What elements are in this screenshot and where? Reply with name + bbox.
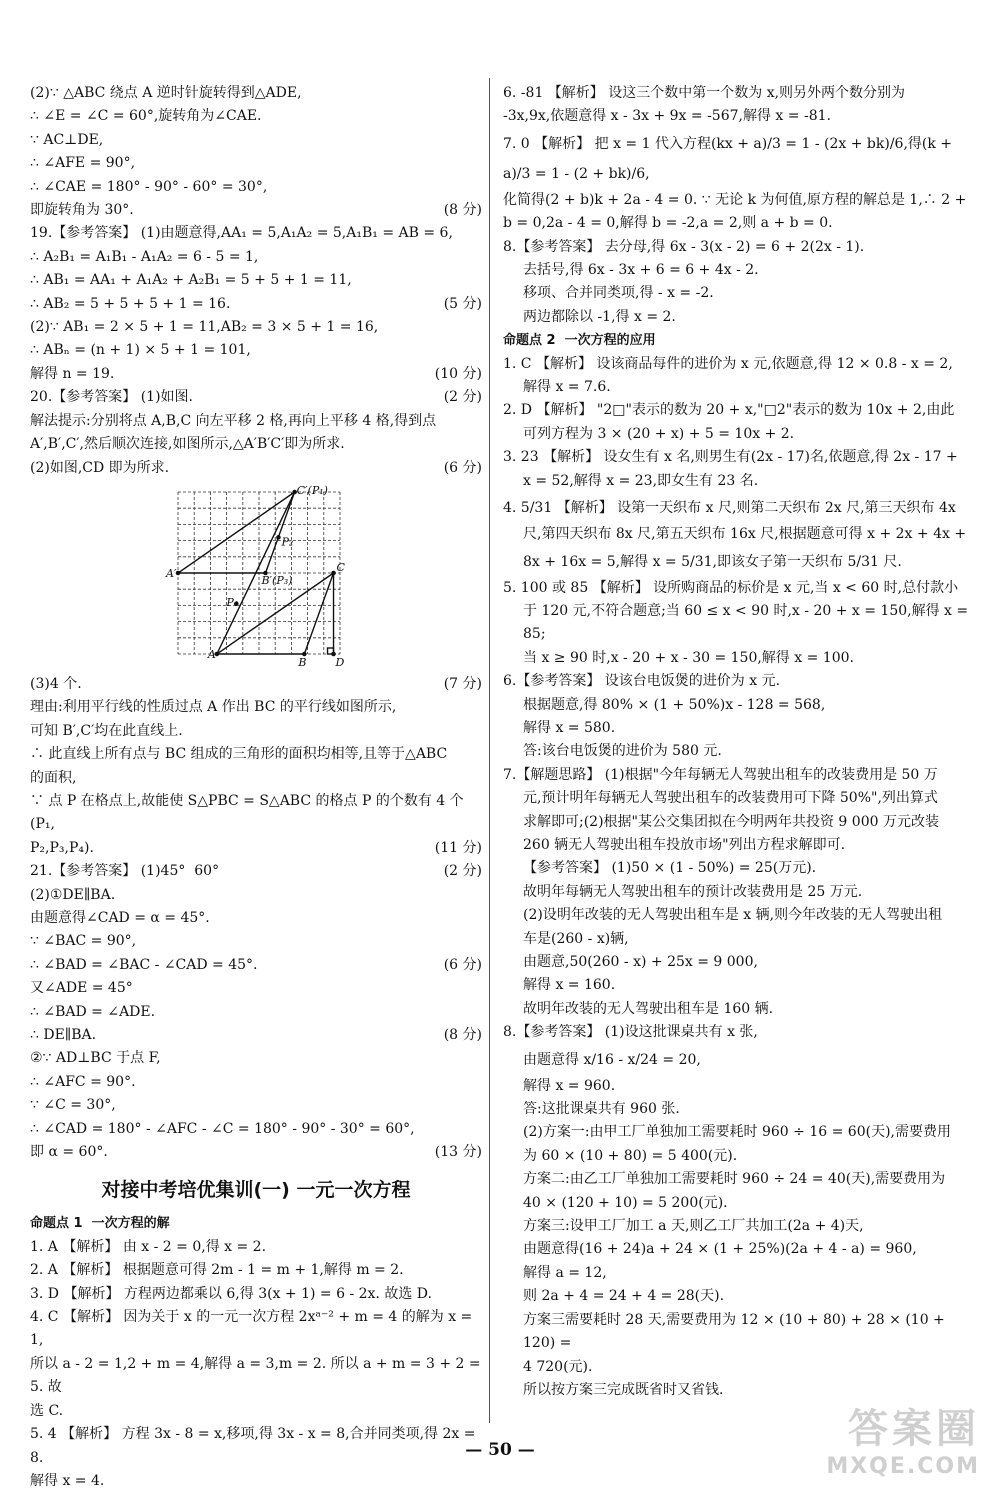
line-text: ∴ ∠AFE = 90°,	[30, 155, 136, 172]
line-text: 解得 x = 160.	[523, 977, 616, 994]
answers-part-2	[30, 673, 482, 1165]
line-text: ∵ ∠BAC = 90°,	[30, 933, 137, 950]
line-text: ∴ ∠BAD = ∠ADE.	[30, 1003, 156, 1020]
line-text: (2)如图,CD 即为所求.	[30, 459, 170, 476]
text-line	[503, 446, 973, 469]
line-text: 解得 x = 960.	[523, 1077, 616, 1094]
text-line	[30, 977, 482, 1000]
text-line	[30, 1306, 482, 1353]
text-line	[503, 1145, 973, 1168]
line-text: 尺,第四天织布 8x 尺,第五天织布 16x 尺,根据题意可得 x + 2x + 4x +	[523, 526, 967, 543]
grid-figure	[166, 483, 345, 669]
text-line	[503, 951, 973, 974]
text-line	[503, 1021, 973, 1044]
line-text: 2. D 【解析】 "2□"表示的数为 20 + x,"□2"表示的数为 10x + 2,由此	[503, 402, 955, 419]
text-line	[30, 199, 482, 222]
line-text: 则 2a + 4 = 24 + 4 = 28(天).	[523, 1288, 725, 1305]
score-label: (5 分)	[443, 295, 482, 312]
line-text: 4. C 【解析】 因为关于 x 的一元一次方程 2xᵃ⁻² + m = 4 的解为 x = 1,	[30, 1309, 477, 1349]
point-label-d: D	[335, 655, 345, 669]
text-line	[503, 1075, 973, 1098]
line-text: ∴ A₂B₁ = A₁B₁ - A₁A₂ = 6 - 5 = 1,	[30, 248, 259, 265]
text-line	[503, 834, 973, 857]
line-text: (2)设明年改装的无人驾驶出租车是 x 辆,则今年改装的无人驾驶出租	[523, 907, 943, 924]
line-text: 由题意,50(260 - x) + 25x = 9 000,	[523, 954, 758, 970]
line-text: 命题点 2 一次方程的应用	[503, 333, 656, 349]
text-line	[30, 82, 482, 105]
line-text: 1. C 【解析】 设该商品每件的进价为 x 元,依题意,得 12 × 0.8 - x = 2,	[503, 355, 953, 372]
text-line	[503, 212, 973, 235]
line-text: 为 60 × (10 + 80) = 5 400(元).	[523, 1147, 738, 1164]
text-line	[503, 523, 973, 546]
line-text: 7.【解题思路】 (1)根据"今年每辆无人驾驶出租车的改装费用是 50 万	[503, 766, 938, 783]
text-line	[30, 269, 482, 292]
point-label-a: A	[207, 647, 216, 661]
text-line	[30, 1141, 482, 1164]
text-line	[503, 1098, 973, 1121]
text-line	[30, 363, 482, 386]
score-label: (2 分)	[443, 863, 482, 880]
line-text: 【参考答案】 (1)50 × (1 - 50%) = 25(万元).	[523, 860, 817, 877]
line-text: 解法提示:分别将点 A,B,C 向左平移 2 格,再向上平移 4 格,得到点	[30, 412, 437, 429]
line-text: 5. 4 【解析】 方程 3x - 8 = x,移项,得 3x - x = 8,合并同类项,得 2x = 8.	[30, 1426, 480, 1466]
text-line	[503, 1045, 973, 1075]
line-text: 解得 a = 12,	[523, 1264, 607, 1281]
line-text: ∵ ∠C = 30°,	[30, 1097, 116, 1114]
line-text: 7. 0 【解析】 把 x = 1 代入方程(kx + a)/3 = 1 - (2x + bk)/6,得(k + a)/3 = 1 - (2 + bk)/6,	[503, 135, 957, 182]
triangle-a-prime	[178, 492, 295, 573]
watermark-url: MXQE.COM	[826, 1454, 980, 1479]
line-text: 6. -81 【解析】 设这三个数中第一个数为 x,则另外两个数分别为	[503, 85, 906, 101]
text-line	[503, 1121, 973, 1144]
text-line	[30, 954, 482, 977]
line-text: 4 720(元).	[523, 1358, 593, 1375]
line-text: 两边都除以 -1,得 x = 2.	[523, 308, 676, 325]
text-line	[30, 1094, 482, 1117]
score-label: (6 分)	[443, 956, 482, 973]
text-line	[30, 293, 482, 316]
line-text: 3. 23 【解析】 设女生有 x 名,则男生有(2x - 17)名,依题意,得 2x - 17 +	[503, 449, 958, 466]
point-dot	[176, 571, 179, 574]
line-text: P₂,P₃,P₄).	[30, 839, 94, 856]
text-line	[503, 647, 973, 670]
line-text: ∴ ∠CAE = 180° - 90° - 60° = 30°,	[30, 178, 268, 195]
line-text: 8.【参考答案】 去分母,得 6x - 3(x - 2) = 6 + 2(2x - 1).	[503, 238, 865, 255]
text-line	[30, 720, 482, 743]
line-text: ∴ DE∥BA.	[30, 1027, 97, 1043]
point-label-b: B	[298, 655, 307, 669]
text-line	[503, 928, 973, 951]
point-label-c-prime: C′(P₁)	[296, 483, 328, 497]
answers-part-1	[30, 82, 482, 480]
text-line	[503, 470, 973, 493]
text-line	[30, 743, 482, 766]
line-text: 21.【参考答案】 (1)45° 60°	[30, 863, 220, 880]
section-heading	[503, 329, 973, 352]
line-text: 答:该台电饭煲的进价为 580 元.	[523, 743, 722, 760]
score-label: (6 分)	[443, 459, 482, 476]
line-text: 化简得(2 + b)k + 2a - 4 = 0. ∵ 无论 k 为何值,原方程的解总是 1,∴ 2 +	[503, 191, 967, 208]
text-line	[503, 493, 973, 523]
line-text: 方案三需要耗时 28 天,需要费用为 12 × (10 + 80) + 28 × (10 + 120) =	[523, 1311, 950, 1352]
text-line	[503, 974, 973, 997]
line-text: ∴ AB₁ = AA₁ + A₁A₂ + A₂B₁ = 5 + 5 + 1 = 11,	[30, 272, 352, 289]
line-text: 当 x ≥ 90 时,x - 20 + x - 30 = 150,解得 x = 100.	[523, 649, 854, 666]
point-label-p2: P₂	[281, 535, 294, 549]
text-line	[30, 1259, 482, 1282]
text-line	[503, 998, 973, 1021]
line-text: ∴ ∠CAD = 180° - ∠AFC - ∠C = 180° - 90° - 30° = 60°,	[30, 1120, 415, 1137]
text-line	[30, 339, 482, 362]
line-text: 的面积,	[30, 769, 77, 786]
line-text: 4. 5/31 【解析】 设第一天织布 x 尺,则第二天织布 2x 尺,第三天织布 4x	[503, 500, 956, 517]
point-label-p4: P₄	[226, 595, 239, 609]
text-line	[30, 767, 482, 790]
section-heading	[30, 1212, 482, 1235]
line-text: 8x + 16x = 5,解得 x = 5/31,即该女子第一天织布 5/31 尺.	[523, 553, 902, 570]
line-text: 去括号,得 6x - 3x + 6 = 6 + 4x - 2.	[523, 262, 759, 279]
text-line	[30, 105, 482, 128]
text-line	[30, 1470, 482, 1493]
text-line	[503, 1356, 973, 1379]
text-line	[30, 410, 482, 433]
text-line	[30, 129, 482, 152]
watermark	[826, 1397, 980, 1479]
text-line	[503, 1309, 973, 1356]
text-line	[30, 884, 482, 907]
score-label: (8 分)	[443, 1027, 482, 1043]
text-line	[30, 457, 482, 480]
score-label: (13 分)	[434, 1144, 482, 1161]
text-line	[30, 673, 482, 696]
line-text: ∴ AB₂ = 5 + 5 + 5 + 1 = 16.	[30, 295, 231, 312]
line-text: 又∠ADE = 45°	[30, 980, 133, 997]
line-text: ∴ ∠E = ∠C = 60°,旋转角为∠CAE.	[30, 108, 262, 125]
text-line	[503, 1192, 973, 1215]
line-text: ∴ ABₙ = (n + 1) × 5 + 1 = 101,	[30, 342, 251, 359]
text-line	[30, 907, 482, 930]
line-text: 所以 a - 2 = 1,2 + m = 4,解得 a = 3,m = 2. 所以 a + m = 3 + 2 = 5. 故	[30, 1355, 486, 1396]
line-text: 8.【参考答案】 (1)设这批课桌共有 x 张,	[503, 1024, 758, 1041]
line-text: ∴ ∠BAD = ∠BAC - ∠CAD = 45°.	[30, 956, 258, 973]
line-text: ∴ ∠AFC = 90°.	[30, 1073, 136, 1090]
line-text: 故明年每辆无人驾驶出租车的预计改装费用是 25 万元.	[523, 883, 863, 900]
text-line	[503, 547, 973, 577]
line-text: 故明年改装的无人驾驶出租车是 160 辆.	[523, 1000, 774, 1017]
text-line	[503, 740, 973, 763]
point-label-b-prime: B′(P₃)	[261, 573, 293, 587]
line-text: 方案三:设甲工厂加工 a 天,则乙工厂共加工(2a + 4)天,	[523, 1218, 864, 1235]
point-dot	[277, 536, 280, 539]
text-line	[503, 82, 973, 105]
text-line	[30, 837, 482, 860]
line-text: 答:这批课桌共有 960 张.	[523, 1101, 680, 1118]
line-text: x = 52,解得 x = 23,即女生有 23 名.	[523, 472, 759, 489]
line-text: 求解即可;(2)根据"某公交集团拟在今明两年共投资 9 000 万元改装	[523, 813, 939, 830]
line-text: 40 × (120 + 10) = 5 200(元).	[523, 1194, 728, 1211]
text-line	[30, 433, 482, 456]
line-text: b = 0,2a - 4 = 0,解得 b = -2,a = 2,则 a + b = 0.	[503, 215, 833, 232]
text-line	[30, 386, 482, 409]
score-label: (2 分)	[443, 389, 482, 406]
text-line	[503, 904, 973, 927]
text-line	[503, 259, 973, 282]
line-text: 可列方程为 3 × (20 + x) + 5 = 10x + 2.	[523, 425, 795, 442]
line-text: 方案二:由乙工厂单独加工需要耗时 960 ÷ 24 = 40(天),需要费用为	[523, 1171, 946, 1188]
text-line	[30, 316, 482, 339]
line-text: (2)①DE∥BA.	[30, 886, 116, 903]
text-line	[503, 1262, 973, 1285]
text-line	[30, 930, 482, 953]
line-text: 解得 n = 19.	[30, 365, 115, 382]
line-text: -3x,9x,依题意得 x - 3x + 9x = -567,解得 x = -81.	[503, 108, 831, 125]
text-line	[503, 1215, 973, 1238]
text-line	[503, 376, 973, 399]
text-line	[30, 790, 482, 837]
text-line	[30, 1047, 482, 1070]
text-line	[503, 857, 973, 880]
line-text: 260 辆无人驾驶出租车投放市场"列出方程求解即可.	[523, 836, 846, 853]
text-line	[503, 236, 973, 259]
text-line	[503, 1285, 973, 1308]
text-line	[503, 600, 973, 647]
point-dot	[332, 571, 335, 574]
line-text: 解得 x = 580.	[523, 719, 616, 736]
score-label: (8 分)	[443, 202, 482, 219]
line-text: 解得 x = 4.	[30, 1472, 105, 1489]
text-line	[503, 353, 973, 376]
line-text: 20.【参考答案】 (1)如图.	[30, 389, 193, 406]
text-line	[503, 764, 973, 787]
text-line	[503, 282, 973, 305]
right-column	[503, 82, 973, 1402]
text-line	[30, 1400, 482, 1423]
text-line	[503, 811, 973, 834]
point-label-a-prime: A′	[166, 566, 177, 580]
line-text: 解得 x = 7.6.	[523, 379, 611, 396]
line-text: 可知 B′,C′均在此直线上.	[30, 722, 183, 739]
text-line	[30, 246, 482, 269]
line-text: (2)∵ △ABC 绕点 A 逆时针旋转得到△ADE,	[30, 85, 302, 101]
text-line	[30, 222, 482, 245]
score-label: (11 分)	[434, 839, 482, 856]
line-text: 1. A 【解析】 由 x - 2 = 0,得 x = 2.	[30, 1238, 267, 1255]
text-line	[30, 1353, 486, 1400]
line-text: 元,预计明年每辆无人驾驶出租车的改装费用可下降 50%",列出算式	[523, 790, 938, 807]
text-line	[503, 306, 973, 329]
text-line	[30, 152, 482, 175]
left-column	[30, 82, 486, 1493]
line-text: 6.【参考答案】 设该台电饭煲的进价为 x 元.	[503, 673, 781, 690]
line-text: 由题意得(16 + 24)a + 24 × (1 + 25%)(2a + 4 - a) = 960,	[523, 1241, 917, 1258]
line-text: 19.【参考答案】 (1)由题意得,AA₁ = 5,A₁A₂ = 5,A₁B₁ = AB = 6,	[30, 225, 453, 242]
line-text: ∴ 此直线上所有点与 BC 组成的三角形的面积均相等,且等于△ABC	[30, 746, 448, 763]
line-text: 于 120 元,不符合题意;当 60 ≤ x < 90 时,x - 20 + x = 150,解得 x = 85;	[523, 602, 973, 643]
line-text: 2. A 【解析】 根据题意可得 2m - 1 = m + 1,解得 m = 2.	[30, 1262, 404, 1279]
watermark-logo-text: 答案圈	[848, 1406, 980, 1452]
line-text: 3. D 【解析】 方程两边都乘以 6,得 3(x + 1) = 6 - 2x. 故选 D.	[30, 1285, 432, 1302]
line-text: 5. 100 或 85 【解析】 设所购商品的标价是 x 元,当 x < 60 时,总付款小	[503, 579, 959, 596]
text-line	[503, 1168, 973, 1191]
line-text: 命题点 1 一次方程的解	[30, 1216, 170, 1232]
line-text: A′,B′,C′,然后顺次连接,如图所示,△A′B′C′即为所求.	[30, 436, 345, 453]
section-title: 对接中考培优集训(一) 一元一次方程	[101, 1179, 411, 1202]
text-line	[30, 1283, 482, 1306]
score-label: (10 分)	[434, 365, 482, 382]
page-number: — 50 —	[465, 1440, 535, 1460]
line-text: 车是(260 - x)辆,	[523, 930, 629, 947]
text-line	[503, 1238, 973, 1261]
line-text: ∵ 点 P 在格点上,故能使 S△PBC = S△ABC 的格点 P 的个数有 4 个(P₁,	[30, 792, 464, 833]
text-line	[30, 860, 482, 883]
text-line	[30, 1118, 482, 1141]
line-text: ∵ AC⊥DE,	[30, 131, 104, 148]
text-line	[503, 423, 973, 446]
line-text: (2)方案一:由甲工厂单独加工需要耗时 960 ÷ 16 = 60(天),需要费用	[523, 1124, 951, 1141]
text-line	[503, 577, 973, 600]
text-line	[30, 1071, 482, 1094]
text-line	[503, 717, 973, 740]
line-text: 移项、合并同类项,得 - x = -2.	[523, 285, 714, 302]
text-line	[503, 129, 973, 189]
line-text: 所以按方案三完成既省时又省钱.	[523, 1381, 724, 1398]
line-text: (2)∵ AB₁ = 2 × 5 + 1 = 11,AB₂ = 3 × 5 + 1 = 16,	[30, 319, 379, 336]
line-text: 即旋转角为 30°.	[30, 202, 134, 219]
text-line	[30, 176, 482, 199]
score-label: (7 分)	[443, 675, 482, 692]
text-line	[503, 694, 973, 717]
line-text: 理由:利用平行线的性质过点 A 作出 BC 的平行线如图所示,	[30, 699, 397, 716]
line-text: (3)4 个.	[30, 675, 82, 692]
line-text: ②∵ AD⊥BC 于点 F,	[30, 1050, 161, 1067]
text-line	[503, 105, 973, 128]
text-line	[503, 881, 973, 904]
point-label-c: C	[336, 560, 345, 574]
line-text: 即 α = 60°.	[30, 1144, 108, 1161]
line-text: 根据题意,得 80% × (1 + 50%)x - 128 = 568,	[523, 696, 826, 713]
text-line	[503, 189, 973, 212]
text-line	[30, 1236, 482, 1259]
text-line	[503, 787, 973, 810]
text-line	[503, 670, 973, 693]
text-line	[30, 1024, 482, 1047]
line-text: 选 C.	[30, 1402, 64, 1419]
line-text: 由题意得∠CAD = α = 45°.	[30, 909, 210, 926]
text-line	[30, 696, 482, 719]
text-line	[503, 399, 973, 422]
text-line	[30, 1001, 482, 1024]
line-text: 由题意得 x/16 - x/24 = 20,	[523, 1051, 701, 1068]
column-divider	[489, 78, 490, 1423]
